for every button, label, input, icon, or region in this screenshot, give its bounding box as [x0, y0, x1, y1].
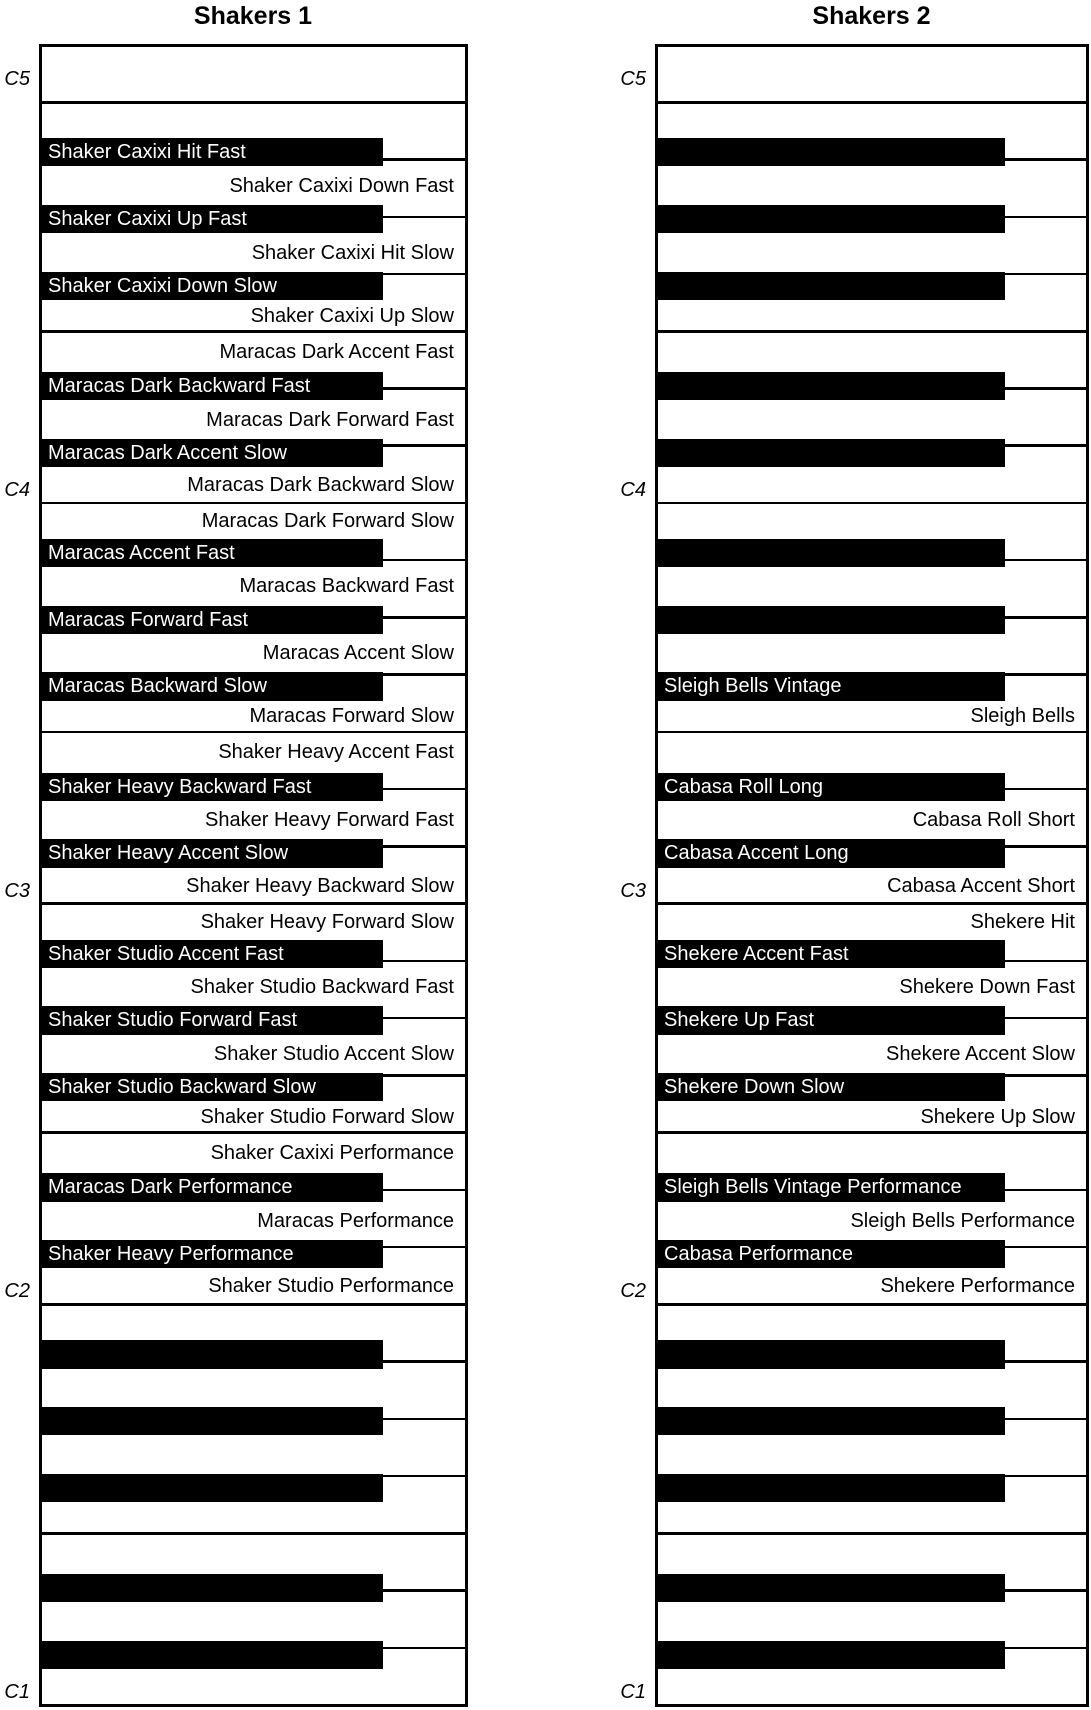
white-key-label: Shekere Performance: [880, 1275, 1075, 1298]
white-key-label: Shekere Up Slow: [920, 1106, 1075, 1128]
octave-label-C2: C2: [620, 1280, 646, 1303]
black-key-label: Shaker Studio Accent Fast: [48, 942, 284, 965]
black-key-label: Shaker Studio Backward Slow: [48, 1076, 316, 1099]
white-key-label: Shaker Heavy Backward Slow: [186, 874, 454, 897]
octave-label-C5: C5: [4, 67, 30, 90]
black-key-label: Maracas Dark Accent Slow: [48, 441, 287, 464]
black-key-label: Sleigh Bells Vintage Performance: [664, 1176, 962, 1199]
black-key-label: Shaker Caxixi Up Fast: [48, 207, 247, 230]
white-key-label: Shaker Caxixi Performance: [210, 1141, 454, 1164]
white-key-label: Sleigh Bells Performance: [850, 1209, 1075, 1232]
black-key-label: Maracas Backward Slow: [48, 675, 267, 698]
black-key-label: Maracas Dark Backward Fast: [48, 374, 311, 397]
octave-label-C3: C3: [4, 879, 30, 902]
octave-label-C1: C1: [620, 1681, 646, 1704]
black-key-label: Shaker Heavy Backward Fast: [48, 775, 312, 798]
octave-label-C1: C1: [4, 1681, 30, 1704]
white-key-label: Cabasa Roll Short: [912, 809, 1075, 832]
black-key-label: Shaker Studio Forward Fast: [48, 1009, 297, 1032]
keyboard-1-border: [39, 44, 468, 1707]
white-key-label: Shaker Studio Performance: [208, 1275, 454, 1298]
keyboard-title-shakers-2: Shakers 2: [812, 2, 931, 30]
black-key-label: Shekere Accent Fast: [664, 942, 849, 965]
white-key-label: Maracas Backward Fast: [239, 575, 454, 598]
white-key-label: Shaker Heavy Forward Slow: [200, 910, 454, 933]
black-key-label: Cabasa Accent Long: [664, 842, 849, 865]
white-key-label: Maracas Forward Slow: [249, 705, 454, 728]
white-key-label: Maracas Dark Forward Fast: [206, 408, 454, 431]
white-key-label: Shaker Caxixi Down Fast: [229, 174, 454, 197]
white-key-label: Shaker Heavy Accent Fast: [218, 741, 454, 764]
white-key-label: Shaker Heavy Forward Fast: [205, 809, 454, 832]
white-key-label: Shaker Caxixi Hit Slow: [251, 241, 454, 264]
octave-label-C5: C5: [620, 67, 646, 90]
keyboard-2-border: [655, 44, 1089, 1707]
black-key-label: Shekere Down Slow: [664, 1076, 845, 1099]
white-key-label: Shaker Studio Accent Slow: [213, 1042, 454, 1065]
black-key-label: Shekere Up Fast: [664, 1009, 815, 1032]
white-key-label: Shaker Studio Forward Slow: [200, 1106, 454, 1128]
white-key-label: Cabasa Accent Short: [887, 874, 1075, 897]
black-key-label: Cabasa Roll Long: [664, 775, 823, 798]
black-key-label: Shaker Caxixi Down Slow: [48, 274, 277, 297]
white-key-label: Shekere Down Fast: [899, 976, 1075, 999]
white-key-label: Maracas Dark Accent Fast: [219, 340, 454, 363]
white-key-label: Shekere Hit: [970, 910, 1075, 933]
octave-label-C3: C3: [620, 879, 646, 902]
octave-label-C4: C4: [4, 479, 30, 501]
black-key-label: Maracas Dark Performance: [48, 1176, 293, 1199]
black-key-label: Shaker Heavy Accent Slow: [48, 842, 289, 865]
octave-label-C4: C4: [620, 479, 646, 501]
white-key-label: Maracas Performance: [257, 1209, 454, 1232]
white-key-label: Shaker Caxixi Up Slow: [250, 304, 454, 327]
octave-label-C2: C2: [4, 1280, 30, 1303]
black-key-label: Cabasa Performance: [664, 1243, 853, 1265]
black-key-label: Shaker Caxixi Hit Fast: [48, 141, 246, 164]
black-key-label: Maracas Accent Fast: [48, 541, 235, 564]
black-key-label: Shaker Heavy Performance: [48, 1243, 294, 1265]
white-key-label: Maracas Dark Forward Slow: [201, 509, 454, 532]
white-key-label: Shaker Studio Backward Fast: [190, 976, 454, 999]
white-key-label: Maracas Dark Backward Slow: [187, 474, 454, 496]
white-key-label: Sleigh Bells: [970, 705, 1075, 728]
black-key-label: Sleigh Bells Vintage: [664, 675, 842, 698]
white-key-label: Shekere Accent Slow: [886, 1042, 1075, 1065]
black-key-label: Maracas Forward Fast: [48, 608, 249, 631]
white-key-label: Maracas Accent Slow: [262, 642, 454, 665]
keyboard-title-shakers-1: Shakers 1: [193, 2, 313, 30]
